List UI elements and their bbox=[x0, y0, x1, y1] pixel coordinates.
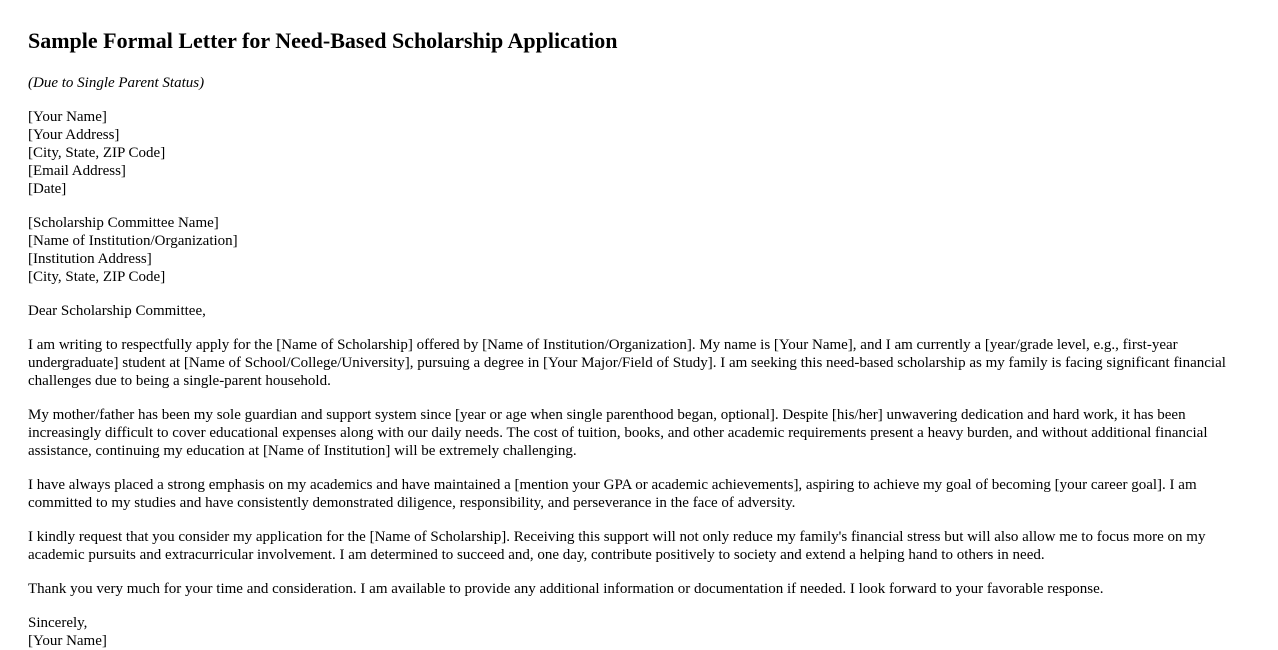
signature: [Your Name] bbox=[28, 633, 107, 649]
letter-date: [Date] bbox=[28, 181, 67, 197]
sender-city-state-zip: [City, State, ZIP Code] bbox=[28, 145, 166, 161]
sender-name: [Your Name] bbox=[28, 109, 107, 125]
sender-email: [Email Address] bbox=[28, 163, 126, 179]
body-paragraph: My mother/father has been my sole guardian and support system since [year or age when single parenthood began, optional]. Despite [his/her] unwavering dedication and hard work, it has been increasingly difficult to cover educational expenses along with our daily needs. The cost of tuition, books, and other academic requirements present a heavy burden, and without additional financial assistance, continuing my education at [Name of Institution] will be extremely challenging. bbox=[28, 407, 1208, 459]
body-paragraph: I am writing to respectfully apply for the [Name of Scholarship] offered by [Name of Institution/Organization]. My name is [Your Name], and I am currently a [year/grade level, e.g., first-year undergraduate] student at [Name of School/College/University], pursuing a degree in [Your Major/Field of Study]. I am seeking this need-based scholarship as my family is facing significant financial challenges due to being a single-parent household. bbox=[28, 337, 1226, 389]
recipient-address: [Institution Address] bbox=[28, 251, 152, 267]
body-paragraph: I kindly request that you consider my application for the [Name of Scholarship]. Receiving this support will not only reduce my family's financial stress but will also allow me to focus more on my academic pursuits and extracurricular involvement. I am determined to succeed and, one day, contribute positively to society and extend a helping hand to others in need. bbox=[28, 529, 1206, 563]
sender-address-block bbox=[28, 108, 1250, 198]
recipient-address-block bbox=[28, 214, 1250, 286]
page-title: Sample Formal Letter for Need-Based Scholarship Application bbox=[28, 28, 618, 53]
recipient-institution: [Name of Institution/Organization] bbox=[28, 233, 238, 249]
subtitle: (Due to Single Parent Status) bbox=[28, 75, 205, 91]
body-paragraph: I have always placed a strong emphasis on my academics and have maintained a [mention your GPA or academic achievements], aspiring to achieve my goal of becoming [your career goal]. I am committed to my studies and have consistently demonstrated diligence, responsibility, and perseverance in the face of adversity. bbox=[28, 477, 1197, 511]
recipient-committee: [Scholarship Committee Name] bbox=[28, 215, 219, 231]
salutation: Dear Scholarship Committee, bbox=[28, 303, 206, 319]
recipient-city-state-zip: [City, State, ZIP Code] bbox=[28, 269, 166, 285]
sender-address: [Your Address] bbox=[28, 127, 120, 143]
closing: Sincerely, bbox=[28, 615, 88, 631]
body-paragraph: Thank you very much for your time and consideration. I am available to provide any additional information or documentation if needed. I look forward to your favorable response. bbox=[28, 581, 1104, 597]
closing-block bbox=[28, 614, 1250, 650]
